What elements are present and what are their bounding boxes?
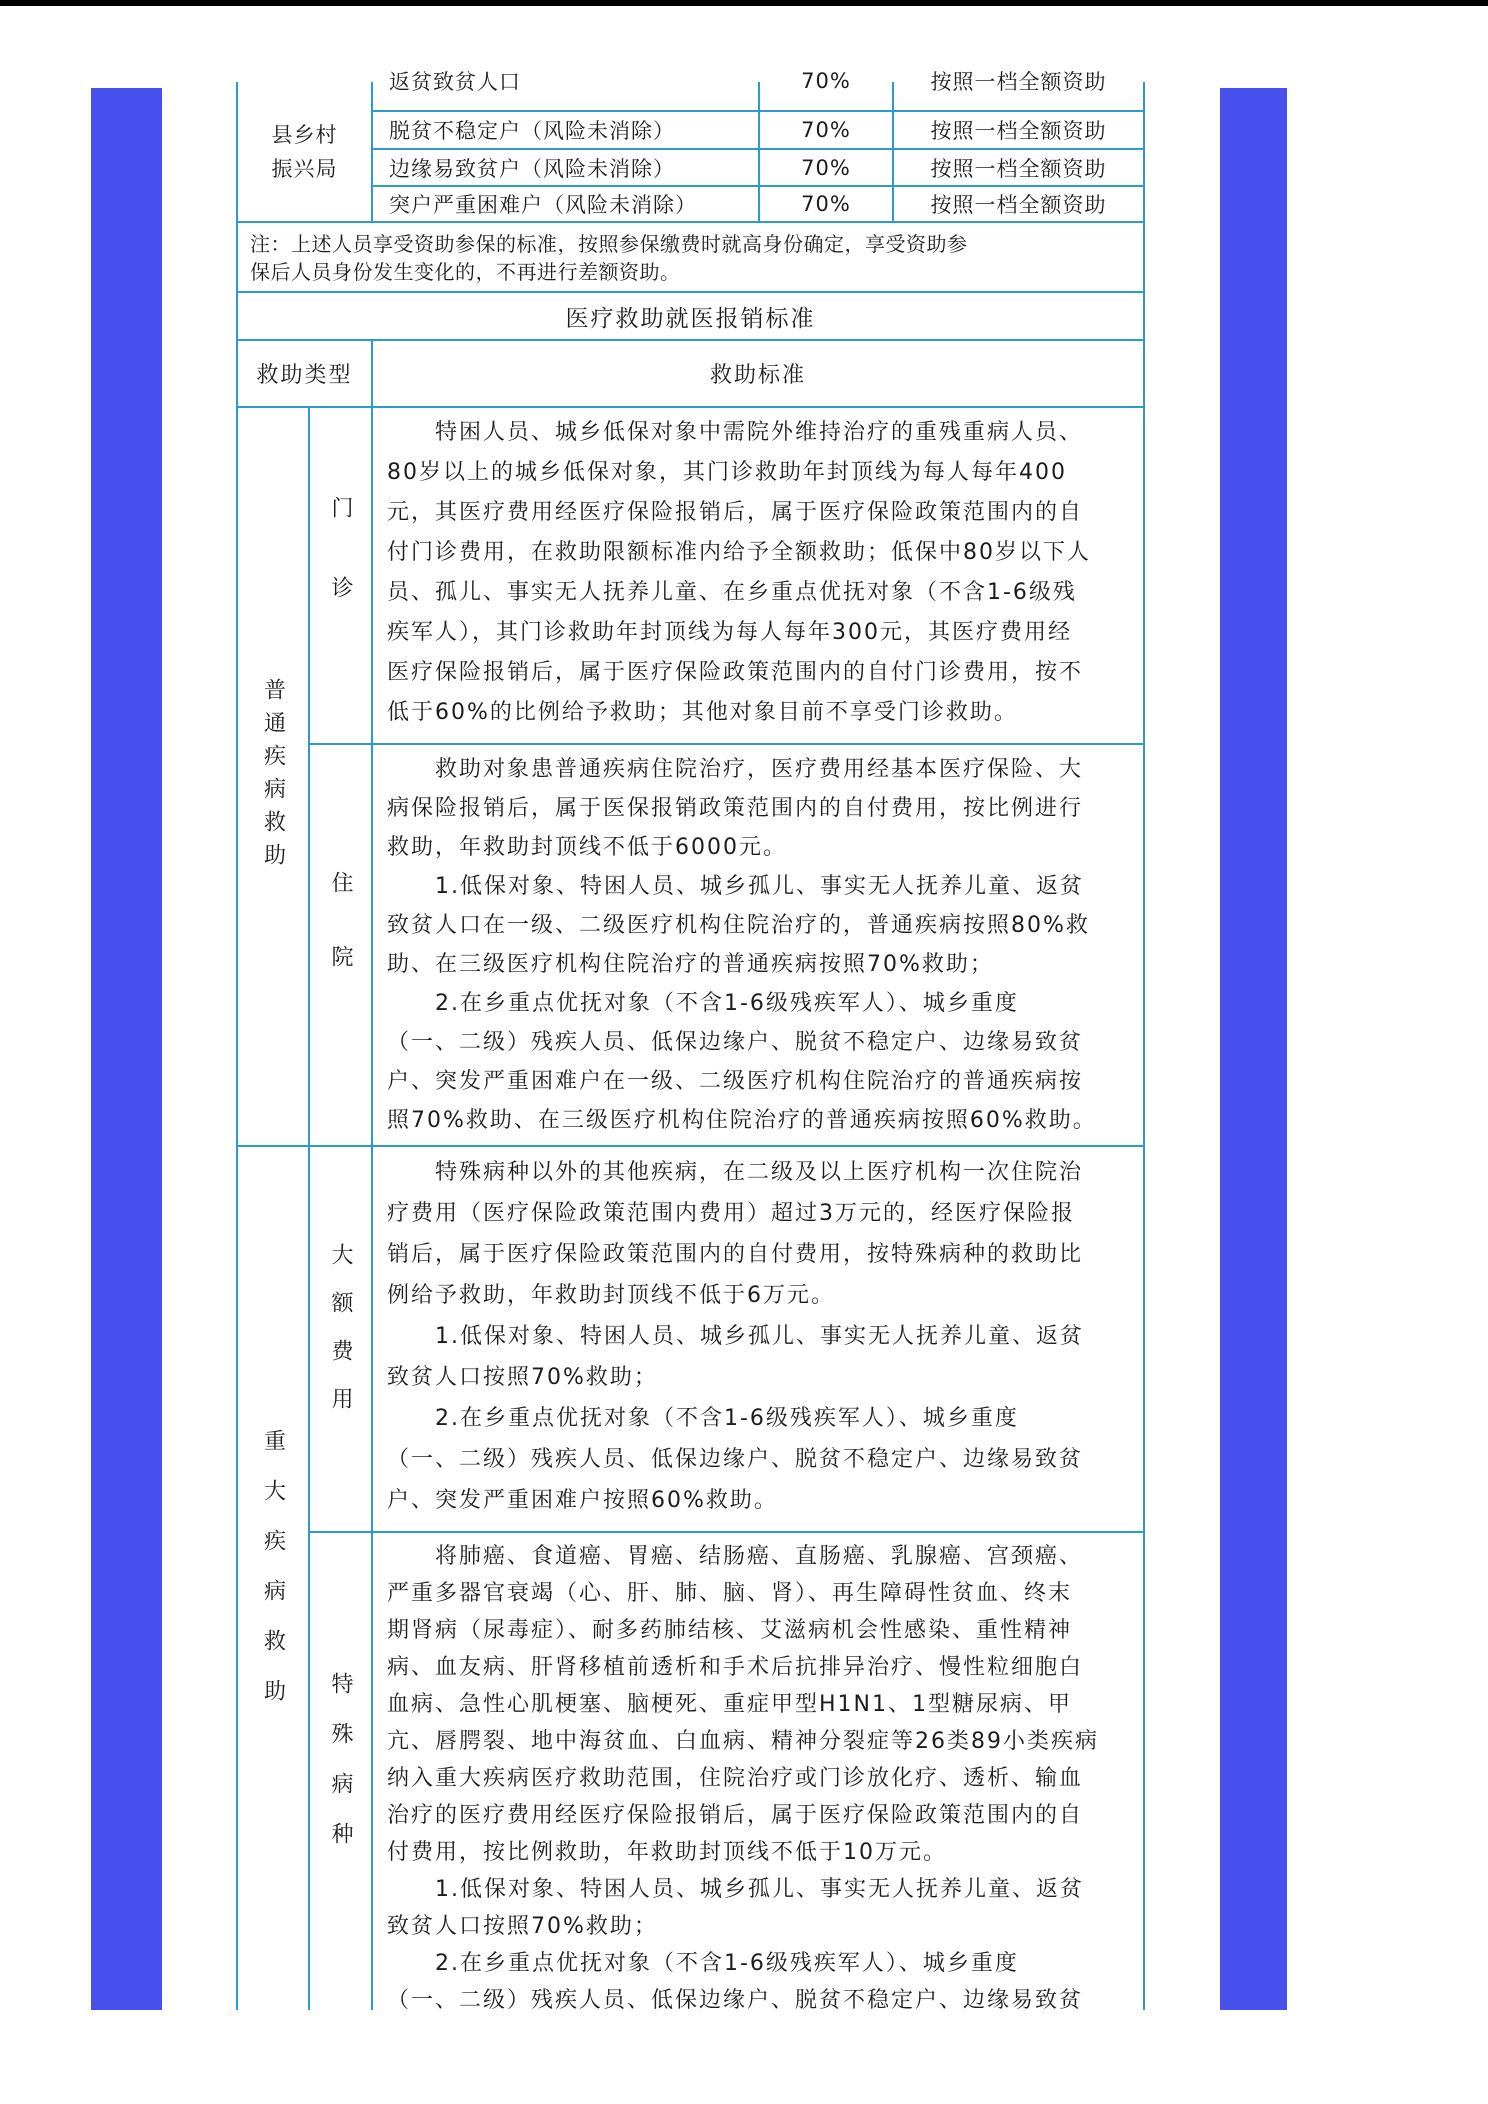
- group-common-disease-cell: [238, 408, 310, 1147]
- row-outpatient-label: 门诊: [328, 495, 353, 656]
- special-disease-standard-text: 将肺癌、食道癌、胃癌、结肠癌、直肠癌、乳腺癌、宫颈癌、 严重多器官衰竭（心、肝、肺、脑、肾）、再生障碍性贫血、终末 期肾病（尿毒症）、耐多药肺结核、艾滋病机会性感染、重性精神 病、血友病、肝肾移植前透析和手术后抗排异治疗、慢性粒细胞白 血病、急性心肌梗塞、脑梗死、重症甲型H1N1、1型糖尿病、甲 亢、唇腭裂、地中海贫血、白血病、精神分裂症等26类89小类疾病 纳入重大疾病医疗救助范围，住院治疗或门诊放化疗、透析、输血 治疗的医疗费用经医疗保险报销后，属于医疗保险政策范围内的自 付费用，按比例救助，年救助封顶线不低于10万元。 1.低保对象、特困人员、城乡孤儿、事实无人抚养儿童、返贫 致贫人口按照70%救助； 2.在乡重点优抚对象（不含1-6级残疾军人）、城乡重度 （一、二级）残疾人员、低保边缘户、脱贫不稳定户、边缘易致贫: [387, 1544, 1099, 2013]
- funding-row-standard: 按照一档全额资助: [894, 112, 1143, 150]
- document-table: [236, 69, 1145, 2013]
- row-outpatient-cell: [310, 408, 373, 745]
- row-large-expense-label: 大额费用: [328, 1243, 353, 1435]
- reimbursement-title: 医疗救助就医报销标准: [238, 293, 1143, 341]
- header-standard: 救助标准: [709, 363, 806, 388]
- inpatient-standard-text: 救助对象患普通疾病住院治疗，医疗费用经基本医疗保险、大 病保险报销后，属于医保报销政策范围内的自付费用，按比例进行 救助，年救助封顶线不低于6000元。 1.低保对象、特困人员、城乡孤儿、事实无人抚养儿童、返贫 致贫人口在一级、二级医疗机构住院治疗的，普通疾病按照80%救 助、在三级医疗机构住院治疗的普通疾病按照70%救助； 2.在乡重点优抚对象（不含1-6级残疾军人）、城乡重度 （一、二级）残疾人员、低保边缘户、脱贫不稳定户、边缘易致贫 户、突发严重困难户在一级、二级医疗机构住院治疗的普通疾病按 照70%救助、在三级医疗机构住院治疗的普通疾病按照60%救助。: [373, 745, 1143, 1147]
- funding-row-group: 突户严重困难户（风险未消除）: [373, 187, 760, 221]
- funding-row-group: 边缘易致贫户（风险未消除）: [373, 150, 760, 187]
- group-major-disease-label: 重大疾病救助: [260, 1428, 286, 1729]
- funding-table: [238, 69, 1143, 223]
- funding-row-standard: 按照一档全额资助: [930, 193, 1107, 217]
- funding-row-rate: 70%: [760, 112, 894, 150]
- page-top-border: [0, 0, 1488, 6]
- funding-row-rate: 70%: [760, 82, 894, 112]
- funding-row-rate: 70%: [760, 150, 894, 187]
- group-common-disease-label: 普通疾病救助: [260, 677, 286, 876]
- large-expense-standard-text: 特殊病种以外的其他疾病，在二级及以上医疗机构一次住院治 疗费用（医疗保险政策范围内费用）超过3万元的，经医疗保险报 销后，属于医疗保险政策范围内的自付费用，按特殊病种的救助比 例给予救助，年救助封顶线不低于6万元。 1.低保对象、特困人员、城乡孤儿、事实无人抚养儿童、返贫 致贫人口按照70%救助； 2.在乡重点优抚对象（不含1-6级残疾军人）、城乡重度 （一、二级）残疾人员、低保边缘户、脱贫不稳定户、边缘易致贫 户、突发严重困难户按照60%救助。: [373, 1147, 1143, 1533]
- funding-row-standard: 按照一档全额资助: [894, 82, 1143, 112]
- funding-agency-cell: [238, 82, 373, 221]
- row-inpatient-cell: [310, 745, 373, 1147]
- header-type: 救助类型: [238, 341, 373, 406]
- row-large-expense-cell: [310, 1147, 373, 1533]
- funding-note: 注：上述人员享受资助参保的标准，按照参保缴费时就高身份确定，享受资助参 保后人员身份发生变化的，不再进行差额资助。: [238, 223, 1143, 293]
- outpatient-standard-text: 特困人员、城乡低保对象中需院外维持治疗的重残重病人员、 80岁以上的城乡低保对象，其门诊救助年封顶线为每人每年400 元，其医疗费用经医疗保险报销后，属于医疗保险政策范围内的自 付门诊费用，在救助限额标准内给予全额救助；低保中80岁以下人 员、孤儿、事实无人抚养儿童、在乡重点优抚对象（不含1-6级残 疾军人），其门诊救助年封顶线为每人每年300元，其医疗费用经 医疗保险报销后，属于医疗保险政策范围内的自付门诊费用，按不 低于60%的比例给予救助；其他对象目前不享受门诊救助。: [373, 408, 1143, 745]
- funding-row-group: 脱贫不稳定户（风险未消除）: [373, 112, 760, 150]
- funding-row-rate: 70%: [760, 187, 894, 221]
- funding-row-standard: 按照一档全额资助: [894, 150, 1143, 187]
- agency-line-1: 县乡村: [271, 122, 338, 147]
- agency-line-2: 振兴局: [271, 156, 338, 181]
- reimbursement-header: [238, 341, 1143, 408]
- right-accent-bar: [1220, 88, 1287, 2010]
- row-special-disease-cell: [310, 1533, 373, 2010]
- left-accent-bar: [91, 88, 162, 2010]
- funding-row-group: 返贫致贫人口: [373, 82, 760, 112]
- reimbursement-body: [238, 408, 1143, 2013]
- row-special-disease-label: 特殊病种: [328, 1671, 353, 1872]
- group-major-disease-cell: [238, 1147, 310, 2010]
- row-inpatient-label: 住院: [328, 871, 353, 1019]
